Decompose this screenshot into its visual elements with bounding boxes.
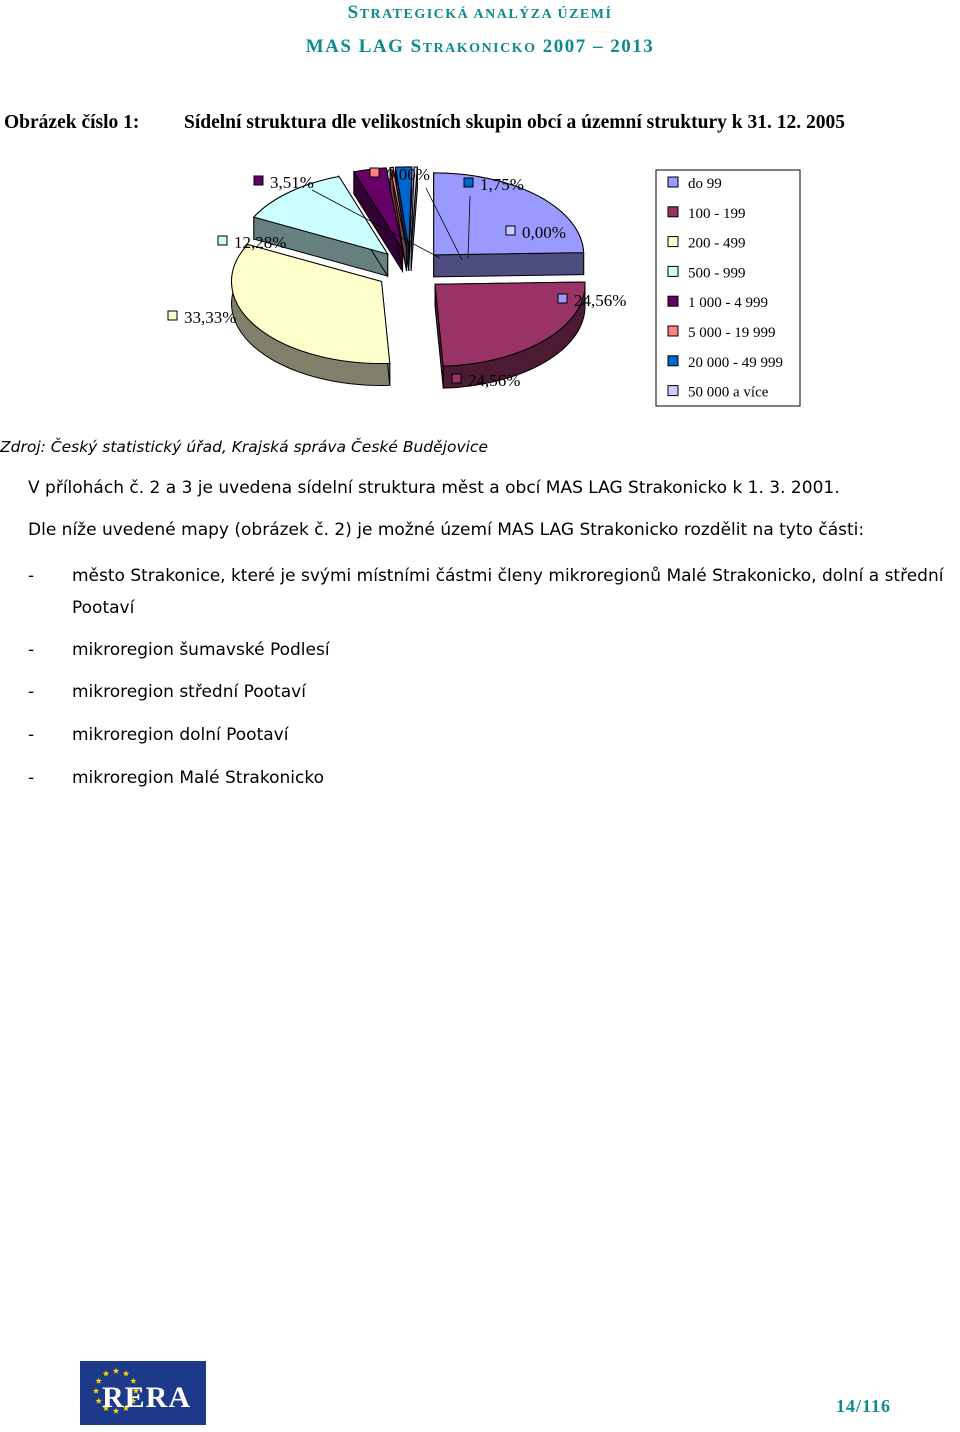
legend-label: 1 000 - 4 999 [688,295,768,312]
figure-title: Sídelní struktura dle velikostních skupin obcí a územní struktury k 31. 12. 2005 [184,112,845,133]
bullet-text: mikroregion střední Pootaví [72,682,306,702]
data-label [218,233,286,252]
legend-label: 500 - 999 [688,265,746,282]
document-header-title: STRATEGICKÁ ANALÝZA ÚZEMÍ [347,2,613,23]
rera-logo [80,1361,206,1425]
data-label-text: 0,00% [386,165,430,184]
bullet-dash: - [28,768,35,788]
data-label-text: 0,00% [522,223,566,242]
bullet-item [28,762,960,794]
paragraph-map: Dle níže uvedené mapy (obrázek č. 2) je možné území MAS LAG Strakonicko rozdělit na tyto části: [28,520,865,540]
data-label-text: 12,28% [234,233,287,252]
bullet-text: mikroregion Malé Strakonicko [72,768,324,788]
bullet-text: mikroregion šumavské Podlesí [72,640,330,660]
bullet-item [28,719,960,751]
bullet-dash: - [28,566,35,586]
data-label [254,173,314,192]
bullet-dash: - [28,682,35,702]
legend-label: 5 000 - 19 999 [688,325,776,341]
data-label-text: 24,56% [574,291,627,310]
document-header-subtitle: MAS LAG STRAKONICKO 2007 – 2013 [305,36,655,57]
data-label [168,308,236,327]
bullet-dash: - [28,725,35,745]
figure-number: Obrázek číslo 1: [4,112,140,133]
bullet-text: mikroregion dolní Pootaví [72,725,289,745]
bullet-item [28,560,960,624]
legend-label: do 99 [688,176,722,192]
data-label-text: 33,33% [184,308,237,327]
legend-label: 200 - 499 [688,235,746,252]
data-label-text: 3,51% [270,173,314,192]
bullet-item [28,676,960,708]
legend-label: 20 000 - 49 999 [688,354,783,371]
data-label-text: 1,75% [480,175,524,194]
pie-chart [0,160,820,420]
bullet-item [28,634,960,666]
paragraph-appendix: V přílohách č. 2 a 3 je uvedena sídelní struktura měst a obcí MAS LAG Strakonicko k 1. 3. 2001. [28,478,840,498]
bullet-text: město Strakonice, které je svými místními částmi členy mikroregionů Malé Strakonicko, dolní a střední Pootaví [72,566,944,618]
legend-label: 100 - 199 [688,205,746,222]
page-number: 14/116 [836,1396,892,1416]
figure-caption [4,112,845,134]
bullet-dash: - [28,640,35,660]
data-label-text: 24,56% [468,371,521,390]
logo-text: RERA [102,1381,192,1414]
source-note: Zdroj: Český statistický úřad, Krajská správa České Budějovice [0,438,488,456]
legend-label: 50 000 a více [688,384,769,401]
